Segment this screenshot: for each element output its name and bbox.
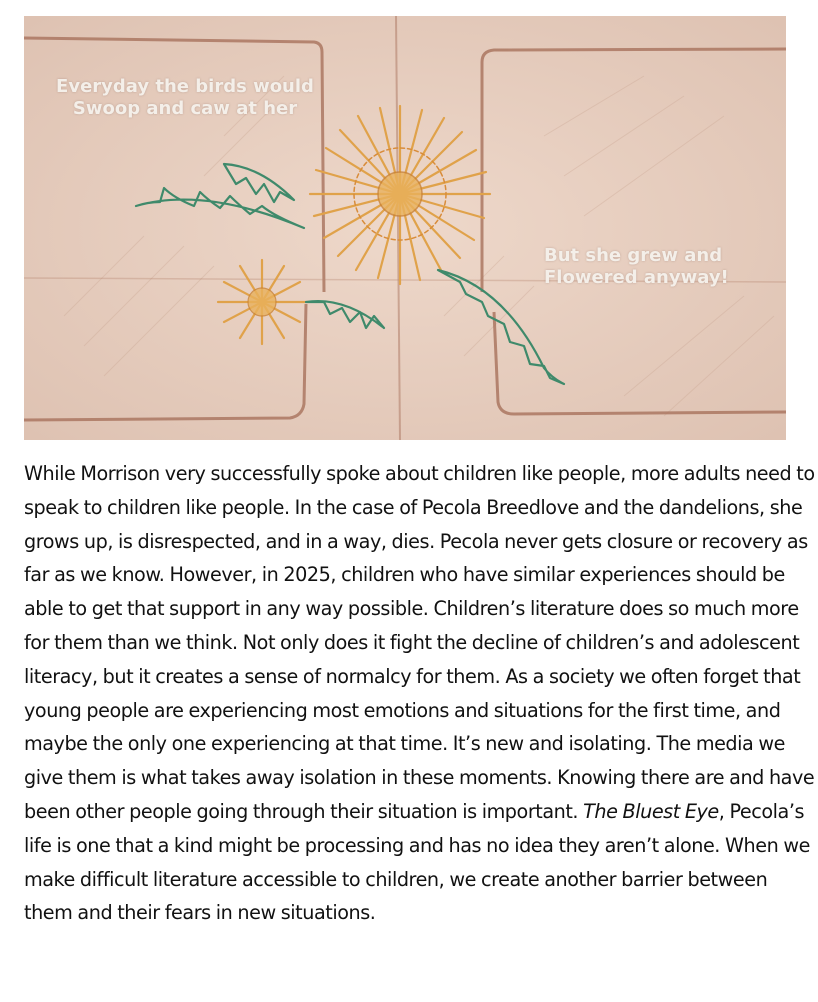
article-paragraph <box>24 457 816 930</box>
caption-flowered: But she grew and Flowered anyway! <box>544 245 729 288</box>
book-title: The Bluest Eye <box>583 799 719 823</box>
caption-birds: Everyday the birds would Swoop and caw at her <box>56 76 314 119</box>
paragraph-start: While Morrison very successfully spoke about children like people, more adults need to speak to children like people. In the case of Pecola Breedlove and the dandelions, she grows up, is disrespected, and in a way, dies. Pecola never gets closure or recovery as far as we know. However, in 2025, children who have similar experiences should be able to get that support in any way possible. Children’s literature does so much more for them than we think. Not only does it fight the decline of children’s and adolescent literacy, but it creates a sense of normalcy for them. As a society we often forget that young people are experiencing most emotions and situations for the first time, and maybe the only one experiencing at that time. It’s new and isolating. The media we give them is what takes away isolation in these moments. Knowing there are and have been other people going through their situation is important. <box>24 462 815 823</box>
dandelion-illustration <box>24 16 786 440</box>
paragraph-end: , Pecola’s life is one that a kind might be processing and has no idea they aren’t alone. When we make difficult literature accessible to children, we create another barrier between them and their fears in new situations. <box>24 799 810 925</box>
